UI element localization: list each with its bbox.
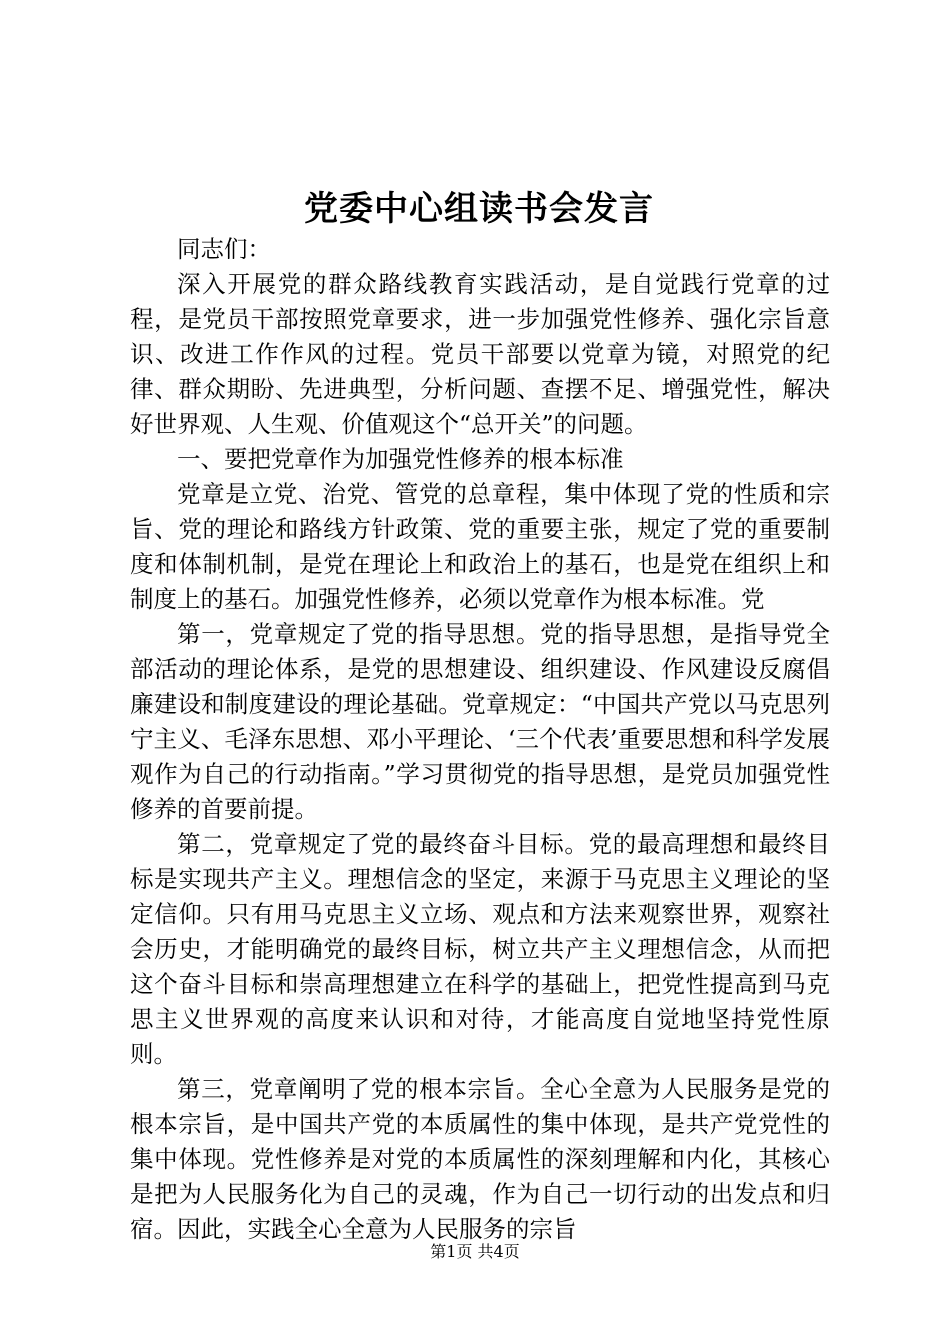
page-footer: 第1页 共4页 [430, 1242, 520, 1261]
document-title: 党委中心组读书会发言 [304, 189, 654, 229]
greeting-paragraph: 同志们： [177, 235, 271, 263]
body-paragraph: 党章是立党、治党、管党的总章程，集中体现了党的性质和宗旨、党的理论和路线方针政策、党的重要主张，规定了党的重要制度和体制机制，是党在理论上和政治上的基石，也是党在组织上和制度上的基石。加强党性修养，必须以党章作为根本标准。党 [130, 480, 830, 613]
body-paragraph: 第三，党章阐明了党的根本宗旨。全心全意为人民服务是党的根本宗旨，是中国共产党的本质属性的集中体现，是共产党党性的集中体现。党性修养是对党的本质属性的深刻理解和内化，其核心是把为人民服务化为自己的灵魂，作为自己一切行动的出发点和归宿。因此，实践全心全意为人民服务的宗旨 [130, 1075, 830, 1243]
document-body [130, 232, 830, 1247]
intro-paragraph: 深入开展党的群众路线教育实践活动，是自觉践行党章的过程，是党员干部按照党章要求，进一步加强党性修养、强化宗旨意识、改进工作作风的过程。党员干部要以党章为镜，对照党的纪律、群众期盼、先进典型，分析问题、查摆不足、增强党性，解决好世界观、人生观、价值观这个“总开关”的问题。 [130, 270, 830, 438]
section-heading: 一、要把党章作为加强党性修养的根本标准 [177, 445, 624, 473]
body-paragraph: 第二，党章规定了党的最终奋斗目标。党的最高理想和最终目标是实现共产主义。理想信念的坚定，来源于马克思主义理论的坚定信仰。只有用马克思主义立场、观点和方法来观察世界，观察社会历史，才能明确党的最终目标，树立共产主义理想信念，从而把这个奋斗目标和崇高理想建立在科学的基础上，把党性提高到马克思主义世界观的高度来认识和对待，才能高度自觉地坚持党性原则。 [130, 830, 830, 1068]
body-paragraph: 第一，党章规定了党的指导思想。党的指导思想，是指导党全部活动的理论体系，是党的思想建设、组织建设、作风建设反腐倡廉建设和制度建设的理论基础。党章规定：“中国共产党以马克思列宁主义、毛泽东思想、邓小平理论、‘三个代表’重要思想和科学发展观作为自己的行动指南。”学习贯彻党的指导思想，是党员加强党性修养的首要前提。 [130, 620, 830, 823]
